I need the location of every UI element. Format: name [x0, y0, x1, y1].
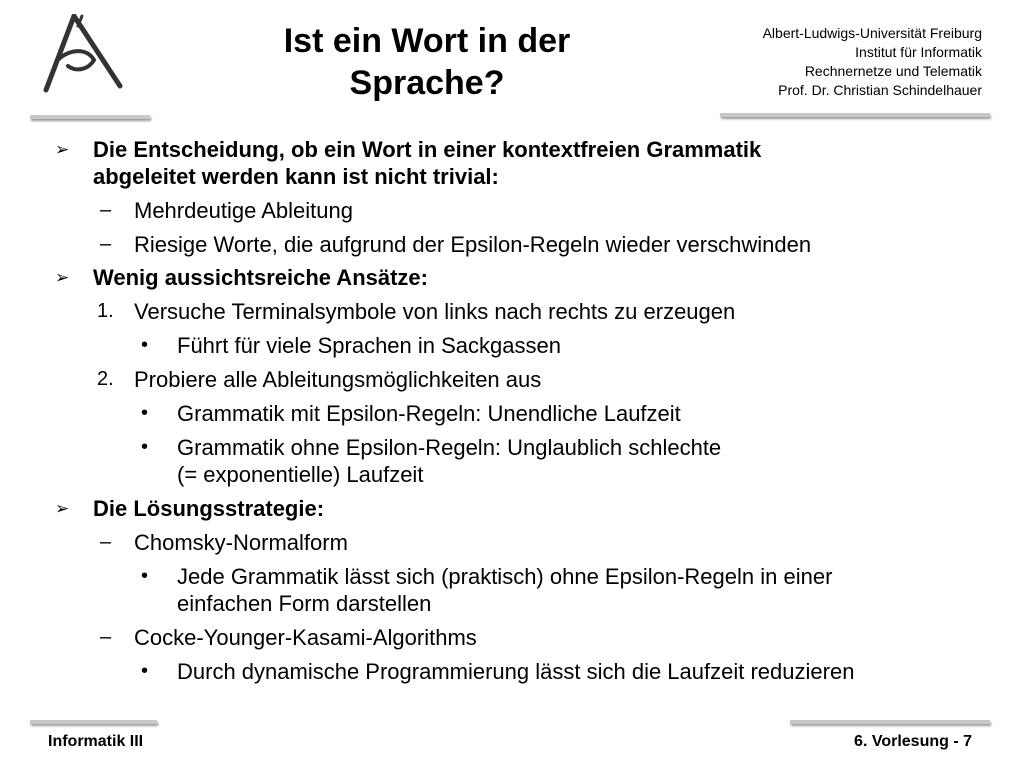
- dash-marker: –: [100, 531, 112, 553]
- institution-institute: Institut für Informatik: [855, 44, 982, 60]
- point-3-sub-1-sub-1-line-2: einfachen Form darstellen: [177, 591, 432, 616]
- arrow-bullet-icon: ➢: [55, 268, 70, 287]
- dot-bullet: •: [141, 565, 149, 587]
- point-3-sub-1-sub-1-line-1: Jede Grammatik lässt sich (praktisch) ohne Epsilon-Regeln in einer: [177, 564, 833, 589]
- dash-marker: –: [100, 199, 112, 221]
- point-3-sub-2: Cocke-Younger-Kasami-Algorithms: [134, 625, 477, 650]
- footer-page-label: 6. Vorlesung - 7: [854, 733, 972, 750]
- arrow-bullet-icon: ➢: [55, 140, 70, 159]
- point-2-item-2: Probiere alle Ableitungsmöglichkeiten aus: [134, 367, 542, 392]
- number-marker-2: 2.: [97, 368, 114, 390]
- institution-department: Rechnernetze und Telematik: [804, 63, 982, 79]
- arrow-bullet-icon: ➢: [55, 499, 70, 518]
- number-marker-1: 1.: [97, 300, 114, 322]
- institution-university: Albert-Ludwigs-Universität Freiburg: [762, 25, 982, 41]
- point-2-item-1-sub-1: Führt für viele Sprachen in Sackgassen: [177, 333, 561, 358]
- footer-rule-right: [790, 720, 990, 724]
- point-1-line-1: Die Entscheidung, ob ein Wort in einer kontextfreien Grammatik: [93, 137, 762, 162]
- slide-title-line-2: Sprache?: [349, 64, 505, 102]
- point-2-line-1: Wenig aussichtsreiche Ansätze:: [93, 265, 428, 290]
- point-2-item-2-sub-2-line-1: Grammatik ohne Epsilon-Regeln: Unglaublich schlechte: [177, 435, 722, 460]
- dash-marker: –: [100, 626, 112, 648]
- point-3-sub-1: Chomsky-Normalform: [134, 530, 348, 555]
- slide-title-line-1: Ist ein Wort in der: [283, 22, 571, 60]
- point-1-line-2: abgeleitet werden kann ist nicht trivial:: [93, 164, 499, 189]
- point-3-line-1: Die Lösungsstrategie:: [93, 496, 325, 521]
- footer-rule-left: [30, 720, 157, 724]
- dash-marker: –: [100, 233, 112, 255]
- dot-bullet: •: [141, 334, 149, 356]
- point-3-sub-2-sub-1: Durch dynamische Programmierung lässt sich die Laufzeit reduzieren: [177, 659, 855, 684]
- point-2-item-2-sub-1: Grammatik mit Epsilon-Regeln: Unendliche Laufzeit: [177, 401, 681, 426]
- dot-bullet: •: [141, 402, 149, 424]
- point-2-item-1: Versuche Terminalsymbole von links nach rechts zu erzeugen: [134, 299, 736, 324]
- footer-course-label: Informatik III: [48, 733, 144, 750]
- point-2-item-2-sub-2-line-2: (= exponentielle) Laufzeit: [177, 462, 424, 487]
- dot-bullet: •: [141, 660, 149, 682]
- point-1-sub-2: Riesige Worte, die aufgrund der Epsilon-Regeln wieder verschwinden: [134, 232, 812, 257]
- dot-bullet: •: [141, 436, 149, 458]
- point-1-sub-1: Mehrdeutige Ableitung: [134, 198, 353, 223]
- institution-professor: Prof. Dr. Christian Schindelhauer: [778, 82, 982, 98]
